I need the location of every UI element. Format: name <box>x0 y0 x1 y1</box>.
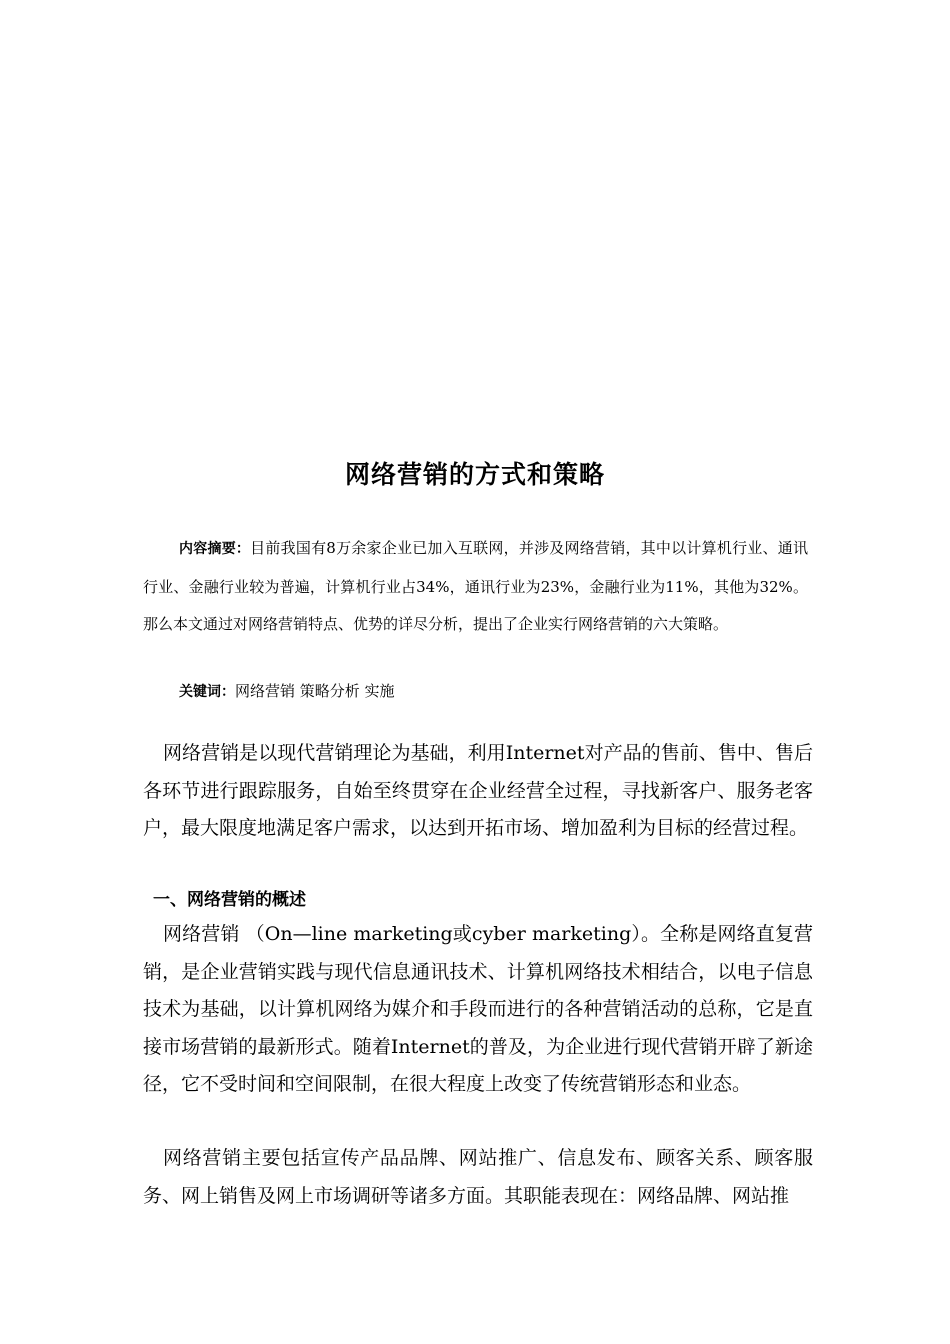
abstract-label: 内容摘要： <box>179 541 251 557</box>
abstract-text: 目前我国有8万余家企业已加入互联网，并涉及网络营销，其中以计算机行业、通讯行业、金融行业较为普遍，计算机行业占34%，通讯行业为23%，金融行业为11%，其他为32%。那么本文通过对网络营销特点、优势的详尽分析，提出了企业实行网络营销的六大策略。 <box>143 539 808 633</box>
abstract-paragraph <box>143 530 808 644</box>
section-heading-1: 一、网络营销的概述 <box>153 890 306 910</box>
body-paragraph-2: 网络营销 （On—line marketing或cyber marketing）。全称是网络直复营销，是企业营销实践与现代信息通讯技术、计算机网络技术相结合，以电子信息技术为基础，以计算机网络为媒介和手段而进行的各种营销活动的总称，它是直接市场营销的最新形式。随着Internet的普及，为企业进行现代营销开辟了新途径，它不受时间和空间限制，在很大程度上改变了传统营销形态和业态。 <box>143 923 813 1095</box>
keywords-text: 网络营销 策略分析 实施 <box>235 682 395 700</box>
body-paragraph-1: 网络营销是以现代营销理论为基础，利用Internet对产品的售前、售中、售后各环节进行跟踪服务，自始至终贯穿在企业经营全过程，寻找新客户、服务老客户，最大限度地满足客户需求，以达到开拓市场、增加盈利为目标的经营过程。 <box>143 742 813 839</box>
keywords-label: 关键词： <box>179 684 235 700</box>
body-paragraph-3: 网络营销主要包括宣传产品品牌、网站推广、信息发布、顾客关系、顾客服务、网上销售及网上市场调研等诸多方面。其职能表现在：网络品牌、网站推 <box>143 1147 813 1207</box>
keywords-line <box>179 676 395 707</box>
document-title: 网络营销的方式和策略 <box>344 460 605 489</box>
